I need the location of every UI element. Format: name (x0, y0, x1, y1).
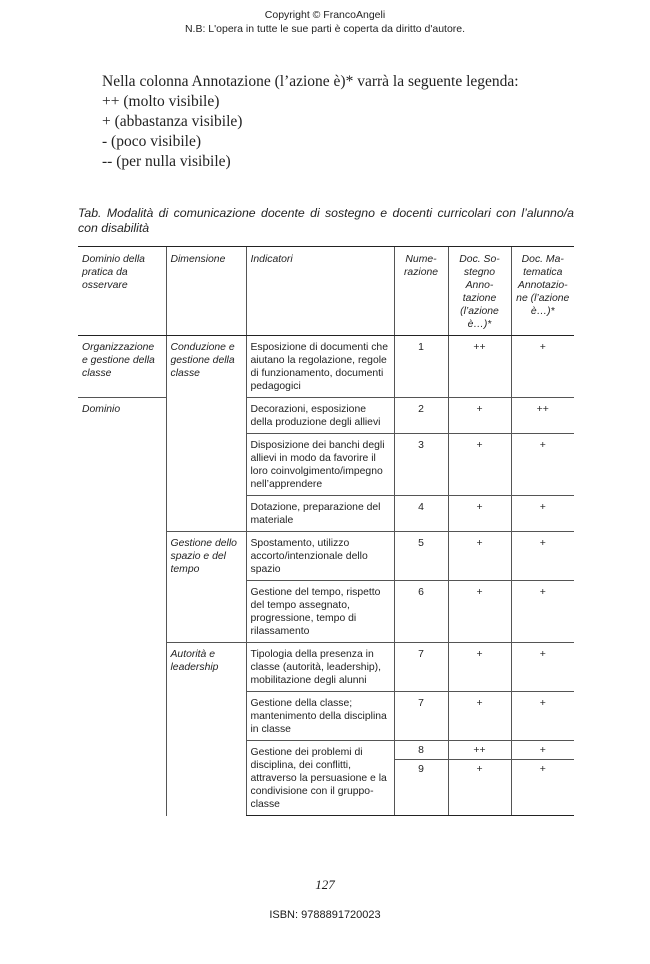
table-row (78, 398, 574, 434)
number-cell: 4 (394, 496, 448, 532)
number-cell: 3 (394, 434, 448, 496)
copyright-notice: N.B: L'opera in tutte le sue parti è coperta da diritto d'autore. (184, 23, 466, 35)
number-value: 9 (395, 759, 448, 778)
matematica-value: + (539, 745, 546, 756)
matematica-cell: + (511, 496, 574, 532)
header-dominio: Dominio della pratica da osservare (78, 247, 166, 336)
domain-cell: Organizzazione e gestione della classe (78, 336, 166, 398)
matematica-value: + (512, 759, 575, 778)
indicator-cell: Disposizione dei banchi degli allievi in modo da favorire il loro coinvolgimento/impegno nell’apprendere (246, 434, 394, 496)
legend-item: -- (per nulla visibile) (102, 153, 231, 170)
number-cell: 6 (394, 581, 448, 643)
dimension-cell: Conduzione e gestione della classe (166, 336, 246, 532)
number-cell (394, 741, 448, 816)
number-cell: 1 (394, 336, 448, 398)
indicator-cell: Esposizione di documenti che aiutano la regolazione, regole di funzionamento, documenti pedagogici (246, 336, 394, 398)
number-cell: 5 (394, 532, 448, 581)
matematica-cell: + (511, 581, 574, 643)
sostegno-cell: + (448, 692, 511, 741)
indicator-cell: Spostamento, utilizzo accorto/intenzionale dello spazio (246, 532, 394, 581)
sostegno-cell: + (448, 581, 511, 643)
page-number: 127 (315, 877, 335, 892)
header-doc-sostegno: Doc. So-stegno Anno-tazione (l’azione è…)* (448, 247, 511, 336)
indicator-cell: Gestione dei problemi di disciplina, dei conflitti, attraverso la persuasione e la condivisione con il gruppo-classe (246, 741, 394, 816)
sostegno-cell: ++ (448, 336, 511, 398)
sostegno-value: ++ (473, 745, 486, 756)
matematica-cell: + (511, 434, 574, 496)
legend-item: - (poco visibile) (102, 133, 202, 150)
sostegno-cell: + (448, 434, 511, 496)
domain-cell: Dominio (82, 404, 121, 415)
table-row (78, 336, 574, 398)
sostegno-value: + (449, 759, 511, 778)
legend-item: + (abbastanza visibile) (102, 113, 243, 130)
matematica-cell: + (511, 643, 574, 692)
sostegno-cell: + (448, 496, 511, 532)
legend-item: ++ (molto visibile) (102, 93, 220, 110)
number-cell: 2 (394, 398, 448, 434)
sostegno-cell: + (448, 643, 511, 692)
legend-text (102, 72, 519, 172)
table-header-row (78, 247, 574, 336)
indicator-cell: Tipologia della presenza in classe (autorità, leadership), mobilitazione degli alunni (246, 643, 394, 692)
number-cell: 7 (394, 692, 448, 741)
copyright-header (0, 8, 650, 36)
number-cell: 7 (394, 643, 448, 692)
indicator-cell: Gestione della classe; mantenimento della disciplina in classe (246, 692, 394, 741)
observation-table (78, 246, 574, 816)
matematica-cell: + (511, 692, 574, 741)
header-doc-matematica: Doc. Ma-tematica Annotazio-ne (l’azione è…)* (511, 247, 574, 336)
copyright-line: Copyright © FrancoAngeli (264, 9, 386, 21)
isbn-footer: ISBN: 9788891720023 (269, 909, 381, 921)
sostegno-cell: + (448, 398, 511, 434)
dimension-cell: Autorità e leadership (166, 643, 246, 816)
indicator-cell: Decorazioni, esposizione della produzione degli allievi (246, 398, 394, 434)
indicator-cell: Gestione del tempo, rispetto del tempo assegnato, progressione, tempo di rilassamento (246, 581, 394, 643)
matematica-cell (511, 741, 574, 816)
header-dimensione: Dimensione (166, 247, 246, 336)
indicator-cell: Dotazione, preparazione del materiale (246, 496, 394, 532)
legend-intro: Nella colonna Annotazione (l’azione è)* varrà la seguente legenda: (102, 73, 519, 90)
dimension-cell: Gestione dello spazio e del tempo (166, 532, 246, 643)
sostegno-cell (448, 741, 511, 816)
table-caption: Tab. Modalità di comunicazione docente di sostegno e docenti curricolari con l’alunno/a con disabilità (78, 206, 574, 235)
header-numerazione: Nume-razione (394, 247, 448, 336)
matematica-cell: + (511, 532, 574, 581)
header-indicatori: Indicatori (246, 247, 394, 336)
sostegno-cell: + (448, 532, 511, 581)
number-value: 8 (418, 745, 424, 756)
matematica-cell: + (511, 336, 574, 398)
matematica-cell: ++ (511, 398, 574, 434)
